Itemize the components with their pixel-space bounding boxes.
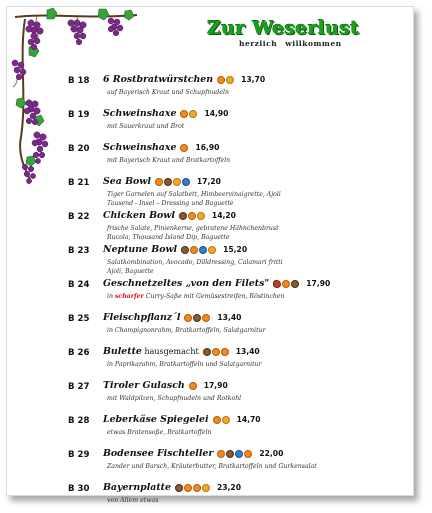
item-name-line	[103, 278, 330, 289]
orange-allergen-icon	[193, 484, 201, 492]
orange2-allergen-icon	[189, 110, 197, 118]
item-description	[107, 360, 262, 369]
brown-allergen-icon	[175, 484, 183, 492]
chili-allergen-icon	[273, 280, 281, 288]
item-number: B 25	[68, 314, 90, 324]
item-description	[107, 462, 317, 471]
item-name: Sea Bowl	[103, 176, 151, 187]
item-number: B 18	[68, 76, 90, 86]
description-text: in	[107, 293, 115, 300]
item-name: Fleischpflanz´l	[103, 312, 181, 323]
menu-item	[7, 445, 413, 479]
orange-allergen-icon	[184, 484, 192, 492]
item-description	[107, 496, 158, 505]
item-name-line	[103, 74, 265, 85]
description-line: Zander und Barsch, Kräuterbutter, Bratkartoffeln und Gurkensalat	[107, 463, 317, 470]
item-description	[107, 190, 281, 208]
restaurant-title: Zur Weserlust	[207, 17, 360, 39]
item-name: Leberkäse Spiegelei	[103, 414, 209, 425]
item-number: B 29	[68, 450, 90, 460]
menu-item	[7, 71, 413, 105]
description-line: in Paprikarahm, Bratkartoffeln und Salatgarnitur	[107, 361, 262, 368]
description-line: Salatkombination, Avocado, Dilldressing, Calamari fritti	[107, 259, 283, 266]
description-line: mit Sauerkraut und Brot	[107, 123, 185, 130]
description-line: mit Bayerisch Kraut und Bratkartoffeln	[107, 157, 231, 164]
brown-allergen-icon	[226, 450, 234, 458]
item-price: 23,20	[216, 483, 242, 492]
item-price: 15,20	[223, 245, 248, 254]
menu-item	[7, 275, 413, 309]
item-price: 17,90	[203, 381, 228, 390]
orange-allergen-icon	[184, 314, 192, 322]
description-line: mit Waldpilzen, Schupfnudeln und Rotkohl	[107, 395, 242, 402]
item-number: B 30	[68, 484, 90, 494]
item-name-line	[103, 142, 219, 153]
item-description	[107, 326, 266, 335]
brown-allergen-icon	[179, 212, 187, 220]
orange2-allergen-icon	[222, 416, 230, 424]
description-line	[107, 292, 285, 301]
description-line: etwas Bratensoße, Bratkartoffeln	[107, 429, 212, 436]
orange-allergen-icon	[244, 450, 252, 458]
item-name: Bayernplatte	[103, 482, 171, 493]
item-name-line	[103, 380, 228, 391]
orange2-allergen-icon	[208, 246, 216, 254]
orange-allergen-icon	[212, 348, 220, 356]
orange-allergen-icon	[180, 110, 188, 118]
item-number: B 28	[68, 416, 90, 426]
brown-allergen-icon	[203, 348, 211, 356]
item-price: 13,40	[235, 347, 260, 356]
orange-allergen-icon	[188, 212, 196, 220]
item-name-line	[103, 244, 247, 255]
menu-item	[7, 479, 413, 513]
menu-item	[7, 173, 413, 207]
item-number: B 23	[68, 246, 90, 256]
item-name: Chicken Bowl	[103, 210, 175, 221]
menu-list	[7, 71, 413, 513]
item-price: 16,90	[195, 143, 220, 152]
item-name: Schweinshaxe	[103, 142, 177, 153]
description-line: Tausend - Insel – Dressing und Baguette	[107, 200, 234, 207]
orange2-allergen-icon	[202, 484, 210, 492]
menu-page	[6, 6, 414, 504]
menu-item	[7, 377, 413, 411]
menu-item	[7, 309, 413, 343]
orange-allergen-icon	[221, 348, 229, 356]
item-name-line	[103, 346, 260, 357]
item-name-line	[103, 210, 236, 221]
orange2-allergen-icon	[173, 178, 181, 186]
brown-allergen-icon	[291, 280, 299, 288]
item-price: 14,20	[211, 211, 236, 220]
menu-item	[7, 207, 413, 241]
item-description	[107, 292, 285, 301]
menu-item	[7, 411, 413, 445]
item-number: B 24	[68, 280, 90, 290]
menu-item	[7, 241, 413, 275]
item-price: 14,70	[236, 415, 261, 424]
item-name: Geschnetzeltes „von den Filets"	[103, 278, 270, 289]
menu-item	[7, 343, 413, 377]
item-name: Bulette hausgemacht	[103, 346, 199, 357]
item-name: Neptune Bowl	[103, 244, 178, 255]
item-number: B 27	[68, 382, 90, 392]
description-line: auf Bayerisch Kraut und Schupfnudeln	[107, 89, 229, 96]
item-description	[107, 88, 229, 97]
item-description	[107, 394, 241, 403]
brown-allergen-icon	[193, 314, 201, 322]
item-name-line	[103, 448, 283, 459]
item-description	[107, 122, 184, 131]
description-line: Rucola, Thousand Island Dip, Baguette	[107, 234, 230, 241]
item-name: Schweinshaxe	[103, 108, 177, 119]
item-description	[107, 428, 212, 437]
item-price: 14,90	[204, 109, 229, 118]
brown-allergen-icon	[181, 246, 189, 254]
orange-allergen-icon	[217, 450, 225, 458]
item-name-line	[103, 482, 241, 493]
orange2-allergen-icon	[197, 212, 205, 220]
brown-allergen-icon	[164, 178, 172, 186]
orange-allergen-icon	[155, 178, 163, 186]
blue-allergen-icon	[199, 246, 207, 254]
item-name-line	[103, 312, 241, 323]
item-number: B 20	[68, 144, 90, 154]
blue-allergen-icon	[235, 450, 243, 458]
item-name-line	[103, 108, 228, 119]
item-price: 13,70	[241, 75, 266, 84]
blue-allergen-icon	[182, 178, 190, 186]
item-number: B 22	[68, 212, 90, 222]
item-number: B 21	[68, 178, 90, 188]
item-description	[107, 258, 283, 276]
item-name-extra: hausgemacht	[141, 347, 199, 356]
description-text: Curry-Saße mit Gemüsestreifen, Röstinchen	[143, 293, 285, 300]
description-line: in Champignonrahm, Bratkartoffeln, Salatgarnitur	[107, 327, 266, 334]
item-name-line	[103, 414, 261, 425]
orange-allergen-icon	[282, 280, 290, 288]
orange-allergen-icon	[217, 76, 225, 84]
orange-allergen-icon	[213, 416, 221, 424]
item-name: Tiroler Gulasch	[103, 380, 185, 391]
item-price: 17,90	[306, 279, 331, 288]
menu-item	[7, 105, 413, 139]
orange-allergen-icon	[180, 144, 188, 152]
item-description	[107, 156, 230, 165]
description-line: Tiger Garnelen auf Salatbett, Himbeervinaigrette, Ajoli	[107, 191, 281, 198]
description-line: frische Salate, Pinienkerne, gebratene Hähnchenbrust	[107, 225, 279, 232]
menu-item	[7, 139, 413, 173]
orange2-allergen-icon	[226, 76, 234, 84]
description-line: Ajoli, Baguette	[107, 268, 154, 275]
spicy-highlight: scharfer	[114, 293, 144, 300]
orange-allergen-icon	[202, 314, 210, 322]
item-number: B 26	[68, 348, 90, 358]
item-number: B 19	[68, 110, 90, 120]
item-price: 22,00	[259, 449, 284, 458]
welcome-subtitle: herzlich willkommen	[239, 39, 342, 48]
orange-allergen-icon	[190, 246, 198, 254]
item-price: 17,20	[196, 177, 221, 186]
description-line: von Allem etwas	[107, 497, 159, 504]
item-description	[107, 224, 279, 242]
item-name: Bodensee Fischteller	[103, 448, 214, 459]
item-name-line	[103, 176, 221, 187]
item-price: 13,40	[217, 313, 242, 322]
orange-allergen-icon	[189, 382, 197, 390]
item-name: 6 Rostbratwürstchen	[103, 74, 214, 85]
